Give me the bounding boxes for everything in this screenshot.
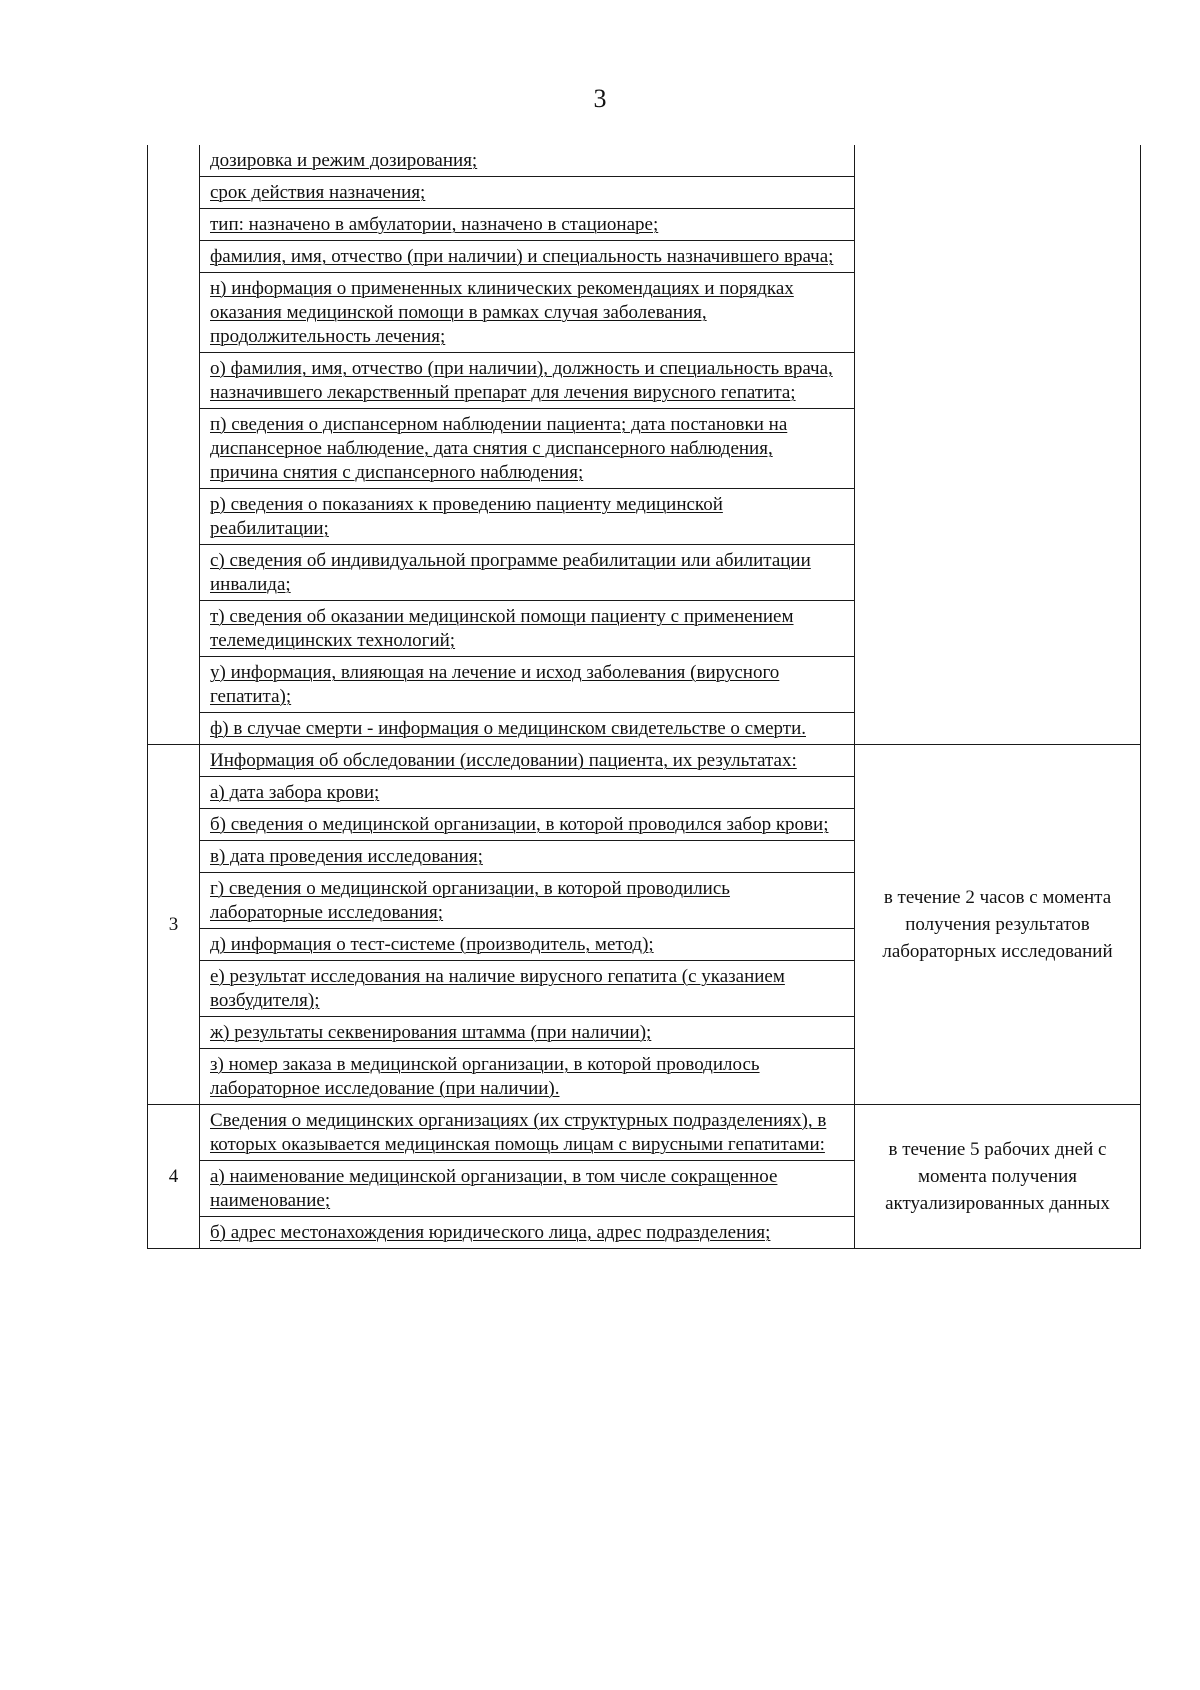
- item-list: [200, 145, 854, 744]
- list-item: [200, 209, 854, 241]
- list-item-text: д) информация о тест-системе (производитель, метод);: [210, 934, 654, 955]
- list-item: [200, 713, 854, 744]
- list-item-text: б) сведения о медицинской организации, в которой проводился забор крови;: [210, 814, 829, 835]
- list-item-text: о) фамилия, имя, отчество (при наличии), должность и специальность врача, назначившего лекарственный препарат для лечения вирусного гепатита;: [210, 358, 833, 403]
- list-item: [200, 1161, 854, 1217]
- list-item-text: срок действия назначения;: [210, 182, 426, 203]
- list-item: [200, 657, 854, 713]
- timing-cell: [855, 145, 1141, 745]
- list-item: [200, 601, 854, 657]
- list-item-text: а) наименование медицинской организации, в том числе сокращенное наименование;: [210, 1166, 778, 1211]
- list-item-text: Сведения о медицинских организациях (их структурных подразделениях), в которых оказывается медицинская помощь лицам с вирусными гепатитами:: [210, 1110, 827, 1155]
- list-item-text: е) результат исследования на наличие вирусного гепатита (с указанием возбудителя);: [210, 966, 785, 1011]
- list-item-text: у) информация, влияющая на лечение и исход заболевания (вирусного гепатита);: [210, 662, 780, 707]
- row-number-cell: 4: [148, 1105, 200, 1249]
- list-item: [200, 241, 854, 273]
- list-item-text: н) информация о примененных клинических рекомендациях и порядках оказания медицинской помощи в рамках случая заболевания, продолжительность лечения;: [210, 278, 794, 347]
- list-item: [200, 961, 854, 1017]
- row-number-cell: 3: [148, 745, 200, 1105]
- list-item-text: фамилия, имя, отчество (при наличии) и специальность назначившего врача;: [210, 246, 834, 267]
- list-item: [200, 545, 854, 601]
- list-item-text: с) сведения об индивидуальной программе реабилитации или абилитации инвалида;: [210, 550, 811, 595]
- list-item-text: т) сведения об оказании медицинской помощи пациенту с применением телемедицинских технологий;: [210, 606, 794, 651]
- list-item-text: а) дата забора крови;: [210, 782, 380, 803]
- list-item-text: тип: назначено в амбулатории, назначено в стационаре;: [210, 214, 659, 235]
- list-item: [200, 1105, 854, 1161]
- table-row-continuation: [148, 145, 1141, 745]
- list-item-text: Информация об обследовании (исследовании) пациента, их результатах:: [210, 750, 797, 771]
- list-item: [200, 145, 854, 177]
- list-item: [200, 777, 854, 809]
- list-item: [200, 1049, 854, 1104]
- table-row: [148, 1105, 1141, 1249]
- list-item: [200, 489, 854, 545]
- list-item: [200, 353, 854, 409]
- list-item-text: з) номер заказа в медицинской организации, в которой проводилось лабораторное исследование (при наличии).: [210, 1054, 760, 1099]
- items-cell: [200, 145, 855, 745]
- timing-cell: в течение 2 часов с момента получения результатов лабораторных исследований: [855, 745, 1141, 1105]
- list-item-text: ф) в случае смерти - информация о медицинском свидетельстве о смерти.: [210, 718, 806, 739]
- list-item: [200, 873, 854, 929]
- list-item: [200, 929, 854, 961]
- data-requirements-table: [147, 145, 1141, 1249]
- page-number: 3: [593, 84, 607, 113]
- list-item: [200, 1017, 854, 1049]
- list-item-text: п) сведения о диспансерном наблюдении пациента; дата постановки на диспансерное наблюдение, дата снятия с диспансерного наблюдения, причина снятия с диспансерного наблюдения;: [210, 414, 788, 483]
- items-cell: [200, 745, 855, 1105]
- list-item-text: ж) результаты секвенирования штамма (при наличии);: [210, 1022, 652, 1043]
- list-item-text: б) адрес местонахождения юридического лица, адрес подразделения;: [210, 1222, 771, 1243]
- row-number-cell: [148, 145, 200, 745]
- list-item: [200, 841, 854, 873]
- list-item: [200, 273, 854, 353]
- list-item-text: в) дата проведения исследования;: [210, 846, 483, 867]
- item-list: [200, 745, 854, 1104]
- list-item: [200, 1217, 854, 1248]
- list-item-text: р) сведения о показаниях к проведению пациенту медицинской реабилитации;: [210, 494, 723, 539]
- list-item: [200, 177, 854, 209]
- list-item: [200, 409, 854, 489]
- table-row: [148, 745, 1141, 1105]
- list-item-text: г) сведения о медицинской организации, в которой проводились лабораторные исследования;: [210, 878, 730, 923]
- item-list: [200, 1105, 854, 1248]
- timing-cell: в течение 5 рабочих дней с момента получения актуализированных данных: [855, 1105, 1141, 1249]
- items-cell: [200, 1105, 855, 1249]
- list-item: [200, 809, 854, 841]
- list-item-text: дозировка и режим дозирования;: [210, 150, 478, 171]
- list-item: [200, 745, 854, 777]
